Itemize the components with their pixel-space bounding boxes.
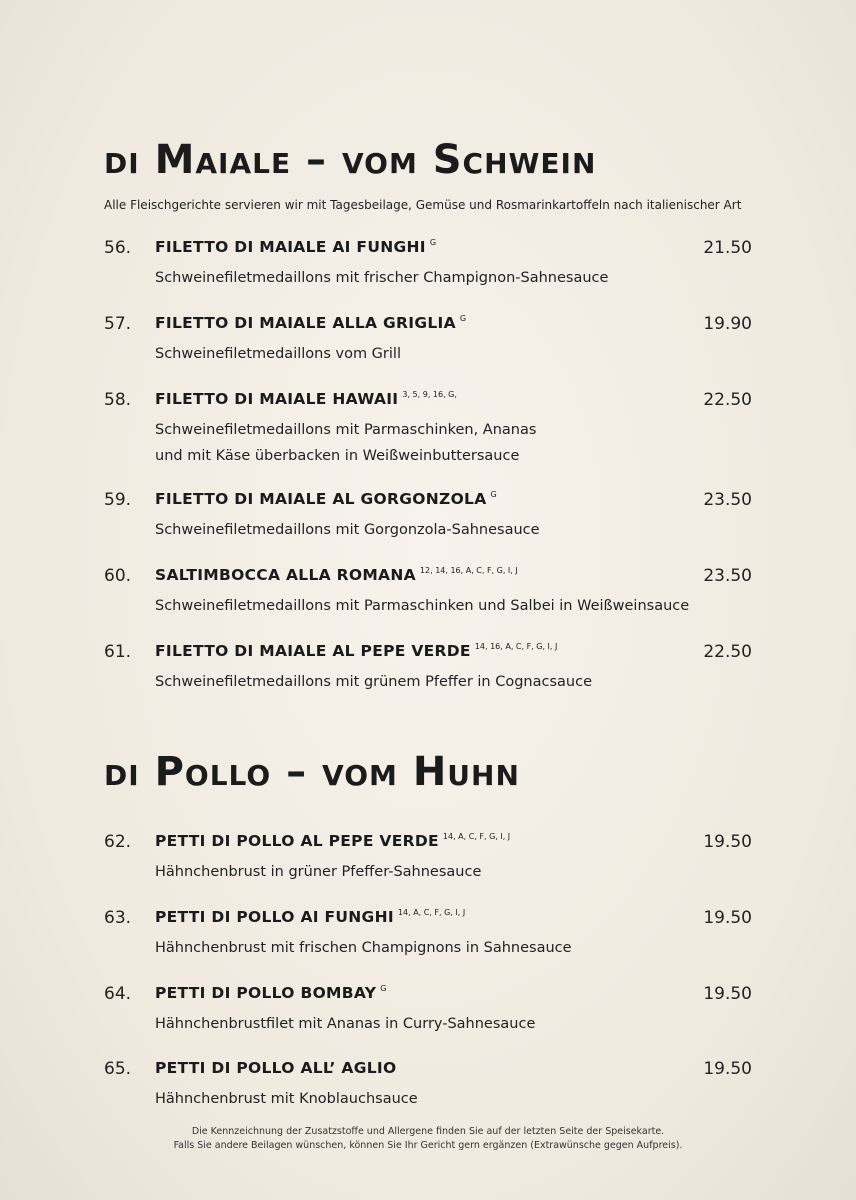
item-codes: 14, A, C, F, G, I, J: [442, 832, 511, 841]
item-description: Hähnchenbrust mit frischen Champignons in Sahnesauce: [155, 940, 572, 956]
item-codes: 3, 5, 9, 16, G,: [402, 390, 457, 399]
item-number: 56.: [104, 238, 132, 258]
item-number: 64.: [104, 984, 132, 1004]
item-name: PETTI DI POLLO ALL’ AGLIO: [155, 1059, 397, 1077]
item-number: 58.: [104, 390, 132, 410]
item-number: 65.: [104, 1059, 132, 1079]
item-codes: G: [380, 984, 387, 993]
item-price: 19.50: [703, 1059, 752, 1079]
item-price: 21.50: [703, 238, 752, 258]
footnote-line: Die Kennzeichnung der Zusatzstoffe und Allergene finden Sie auf der letzten Seite der Speisekarte.: [191, 1126, 665, 1137]
item-price: 23.50: [703, 566, 752, 586]
item-name: FILETTO DI MAIALE AL GORGONZOLA $^G$: [155, 490, 497, 508]
item-name: PETTI DI POLLO BOMBAY $^G$: [155, 984, 387, 1002]
item-price: 19.90: [703, 314, 752, 334]
item-description: Hähnchenbrust in grüner Pfeffer-Sahnesauce: [155, 864, 482, 880]
footnote: [0, 1125, 856, 1153]
item-number: 59.: [104, 490, 132, 510]
item-description: Schweinefiletmedaillons mit frischer Champignon-Sahnesauce: [155, 270, 609, 286]
section-title-maiale: di Maiale – vom Schwein: [104, 137, 597, 183]
item-number: 57.: [104, 314, 132, 334]
item-description: Hähnchenbrust mit Knoblauchsauce: [155, 1091, 418, 1107]
item-name: FILETTO DI MAIALE AL PEPE VERDE $^{14, 16, A, C, F, G, I, J}$: [155, 642, 558, 660]
item-price: 22.50: [703, 642, 752, 662]
item-codes: G: [429, 238, 437, 247]
item-number: 61.: [104, 642, 132, 662]
item-description: Schweinefiletmedaillons vom Grill: [155, 346, 401, 362]
item-description: Schweinefiletmedaillons mit Parmaschinken, Ananas und mit Käse überbacken in Weißweinbuttersauce: [155, 422, 537, 464]
item-description: Schweinefiletmedaillons mit Parmaschinken und Salbei in Weißweinsauce: [155, 598, 690, 614]
item-price: 19.50: [703, 832, 752, 852]
item-name: FILETTO DI MAIALE AI FUNGHI $^G$: [155, 238, 437, 256]
item-price: 19.50: [703, 908, 752, 928]
item-description: Schweinefiletmedaillons mit grünem Pfeffer in Cognacsauce: [155, 674, 592, 690]
section-title-pollo: di Pollo – vom Huhn: [104, 749, 520, 795]
item-codes: G: [490, 490, 497, 499]
item-name: SALTIMBOCCA ALLA ROMANA $^{12, 14, 16, A, C, F, G, I, J}$: [155, 566, 518, 584]
item-name: FILETTO DI MAIALE HAWAII $^{3, 5, 9, 16, G,}$: [155, 390, 457, 408]
item-name: FILETTO DI MAIALE ALLA GRIGLIA $^G$: [155, 314, 467, 332]
item-codes: 14, 16, A, C, F, G, I, J: [474, 642, 558, 651]
item-number: 63.: [104, 908, 132, 928]
item-name: PETTI DI POLLO AI FUNGHI $^{14, A, C, F, G, I, J}$: [155, 908, 466, 926]
item-price: 22.50: [703, 390, 752, 410]
item-codes: G: [459, 314, 467, 323]
footnote-line: Falls Sie andere Beilagen wünschen, können Sie Ihr Gericht gern ergänzen (Extrawünsche gegen Aufpreis).: [173, 1140, 683, 1151]
item-description: Hähnchenbrustfilet mit Ananas in Curry-Sahnesauce: [155, 1016, 536, 1032]
item-description: Schweinefiletmedaillons mit Gorgonzola-Sahnesauce: [155, 522, 540, 538]
item-price: 19.50: [703, 984, 752, 1004]
item-codes: 12, 14, 16, A, C, F, G, I, J: [419, 566, 518, 575]
section-intro: Alle Fleischgerichte servieren wir mit Tagesbeilage, Gemüse und Rosmarinkartoffeln nach italienischer Art: [104, 198, 742, 212]
item-price: 23.50: [703, 490, 752, 510]
item-codes: 14, A, C, F, G, I, J: [397, 908, 466, 917]
item-number: 62.: [104, 832, 132, 852]
item-number: 60.: [104, 566, 132, 586]
item-name: PETTI DI POLLO AL PEPE VERDE $^{14, A, C, F, G, I, J}$: [155, 832, 511, 850]
